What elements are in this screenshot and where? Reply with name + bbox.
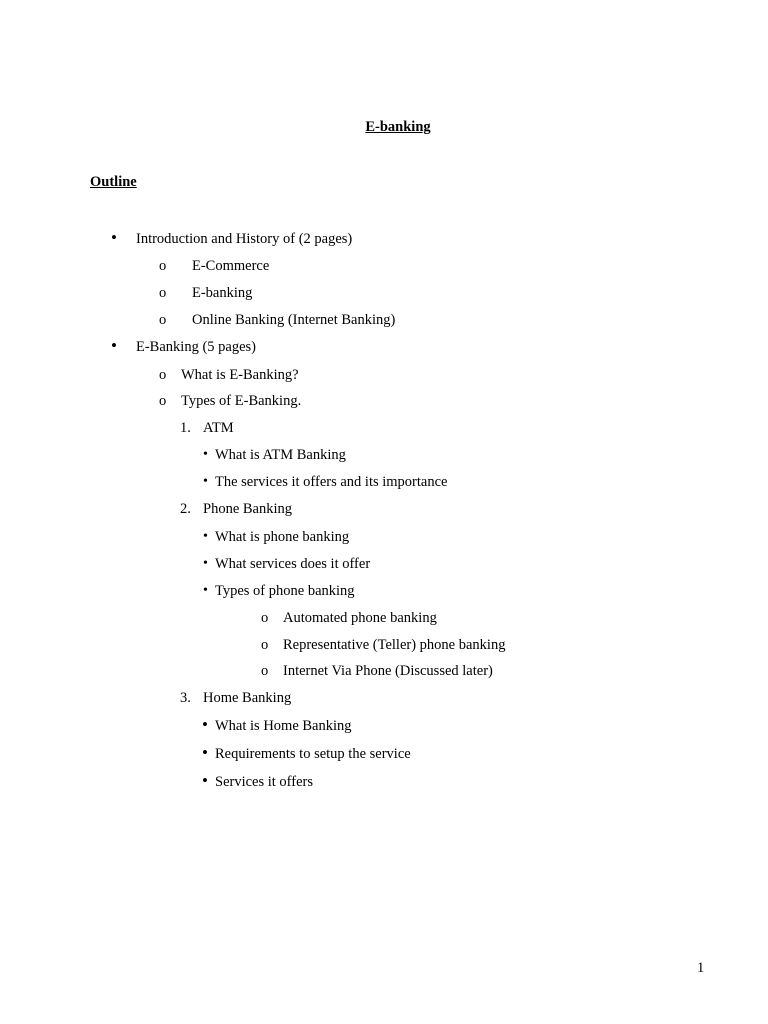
sub-marker: o: [159, 367, 167, 383]
sub-marker: o: [159, 258, 167, 274]
number-marker: 1.: [180, 420, 191, 436]
list-item-phone-services: What services does it offer: [215, 556, 371, 572]
list-item-online-banking: Online Banking (Internet Banking): [192, 312, 396, 328]
list-item-atm-services: The services it offers and its importance: [215, 474, 448, 490]
list-item-ebanking: E-banking: [192, 285, 253, 301]
list-item-home-what: What is Home Banking: [215, 718, 352, 734]
bullet-marker: •: [203, 474, 208, 489]
list-item-home-requirements: Requirements to setup the service: [215, 746, 411, 762]
list-item-atm-what: What is ATM Banking: [215, 447, 346, 463]
bullet-marker: •: [202, 715, 208, 734]
page-number: 1: [697, 960, 705, 976]
list-item-phone-internet: Internet Via Phone (Discussed later): [283, 663, 493, 679]
list-item-phone-automated: Automated phone banking: [283, 610, 437, 626]
bullet-marker: •: [202, 771, 208, 790]
bullet-marker: •: [203, 583, 208, 598]
bullet-marker: •: [202, 743, 208, 762]
list-item-phone-banking: Phone Banking: [203, 501, 293, 517]
number-marker: 2.: [180, 501, 191, 517]
list-item-ebanking-section: E-Banking (5 pages): [136, 339, 256, 355]
list-item-phone-what: What is phone banking: [215, 529, 350, 545]
outline-heading: Outline: [90, 174, 137, 190]
sub-marker: o: [261, 637, 269, 653]
list-item-phone-types: Types of phone banking: [215, 583, 355, 599]
sub-marker: o: [261, 663, 269, 679]
list-item-atm: ATM: [203, 420, 234, 436]
list-item-types: Types of E-Banking.: [181, 393, 302, 409]
sub-marker: o: [159, 312, 167, 328]
bullet-marker: •: [111, 228, 117, 247]
list-item-home-services: Services it offers: [215, 774, 313, 790]
list-item-what-is-ebanking: What is E-Banking?: [181, 367, 299, 383]
sub-marker: o: [261, 610, 269, 626]
list-item-ecommerce: E-Commerce: [192, 258, 270, 274]
list-item-home-banking: Home Banking: [203, 690, 292, 706]
list-item-intro: Introduction and History of (2 pages): [136, 231, 353, 247]
bullet-marker: •: [203, 556, 208, 571]
sub-marker: o: [159, 393, 167, 409]
number-marker: 3.: [180, 690, 191, 706]
list-item-phone-teller: Representative (Teller) phone banking: [283, 637, 506, 653]
sub-marker: o: [159, 285, 167, 301]
bullet-marker: •: [203, 447, 208, 462]
document-title: E-banking: [365, 119, 431, 135]
bullet-marker: •: [203, 529, 208, 544]
bullet-marker: •: [111, 336, 117, 355]
